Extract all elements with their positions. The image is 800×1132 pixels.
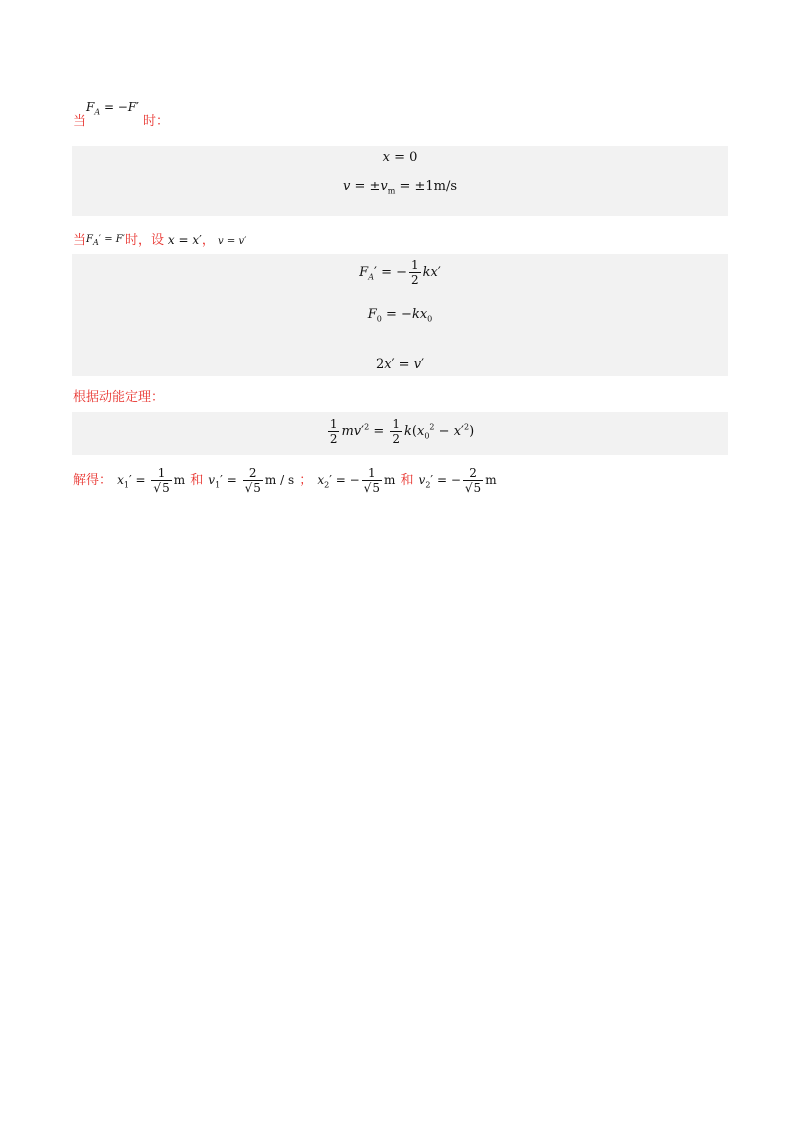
formula-fa-eq-neg-f: $F_A = -F'$ bbox=[86, 100, 139, 117]
equation-2x-v: 2x′ = v′ bbox=[375, 357, 425, 372]
label-and-2: 和 bbox=[400, 473, 414, 488]
label-and-1: 和 bbox=[190, 473, 204, 488]
equation-box-3 bbox=[72, 412, 728, 455]
label-time-set: 时，设 bbox=[125, 233, 165, 248]
equation-box-1 bbox=[72, 146, 728, 216]
label-when-2: 当 bbox=[73, 233, 87, 248]
condition-line-2 bbox=[73, 229, 246, 249]
formula-x2: $x_2'$ = − $\frac{1}{√5}$ m bbox=[317, 466, 396, 495]
equation-f0-kx0: $F_0 = -kx_0$ bbox=[367, 307, 433, 324]
equation-fa-half-kx: $F_A'$ = − $\frac{1}{2}$ kx′ bbox=[359, 258, 441, 287]
formula-x1: $x_1'$ = $\frac{1}{√5}$ m bbox=[117, 466, 186, 495]
equation-energy: $\frac{1}{2}$ $mv'^2$ = $\frac{1}{2}$ $k(x_0^2 - x'^2)$ bbox=[329, 417, 475, 446]
formula-fa-prime: $F_A' = F'$ bbox=[86, 234, 125, 247]
formula-v-prime: v = v′ bbox=[218, 236, 247, 247]
kinetic-energy-theorem-label: 根据动能定理： bbox=[73, 390, 165, 405]
formula-v2: $v_2'$ = − $\frac{2}{√5}$ m bbox=[418, 466, 497, 495]
formula-x-prime: x = x′ bbox=[167, 233, 202, 247]
equation-x-zero: x = 0 bbox=[382, 150, 418, 165]
label-time: 时： bbox=[142, 114, 169, 129]
equation-v-max: $v = \pm v_m = \pm 1m/s$ bbox=[342, 179, 458, 196]
solution-line bbox=[73, 466, 497, 495]
formula-v1: $v_1'$ = $\frac{2}{√5}$ m / s bbox=[208, 466, 295, 495]
label-solution: 解得： bbox=[73, 473, 113, 488]
label-when: 当 bbox=[73, 114, 87, 129]
equation-box-2 bbox=[72, 254, 728, 376]
label-comma: ， bbox=[201, 233, 215, 248]
label-semicolon: ； bbox=[299, 473, 313, 488]
condition-line-1 bbox=[73, 96, 169, 129]
